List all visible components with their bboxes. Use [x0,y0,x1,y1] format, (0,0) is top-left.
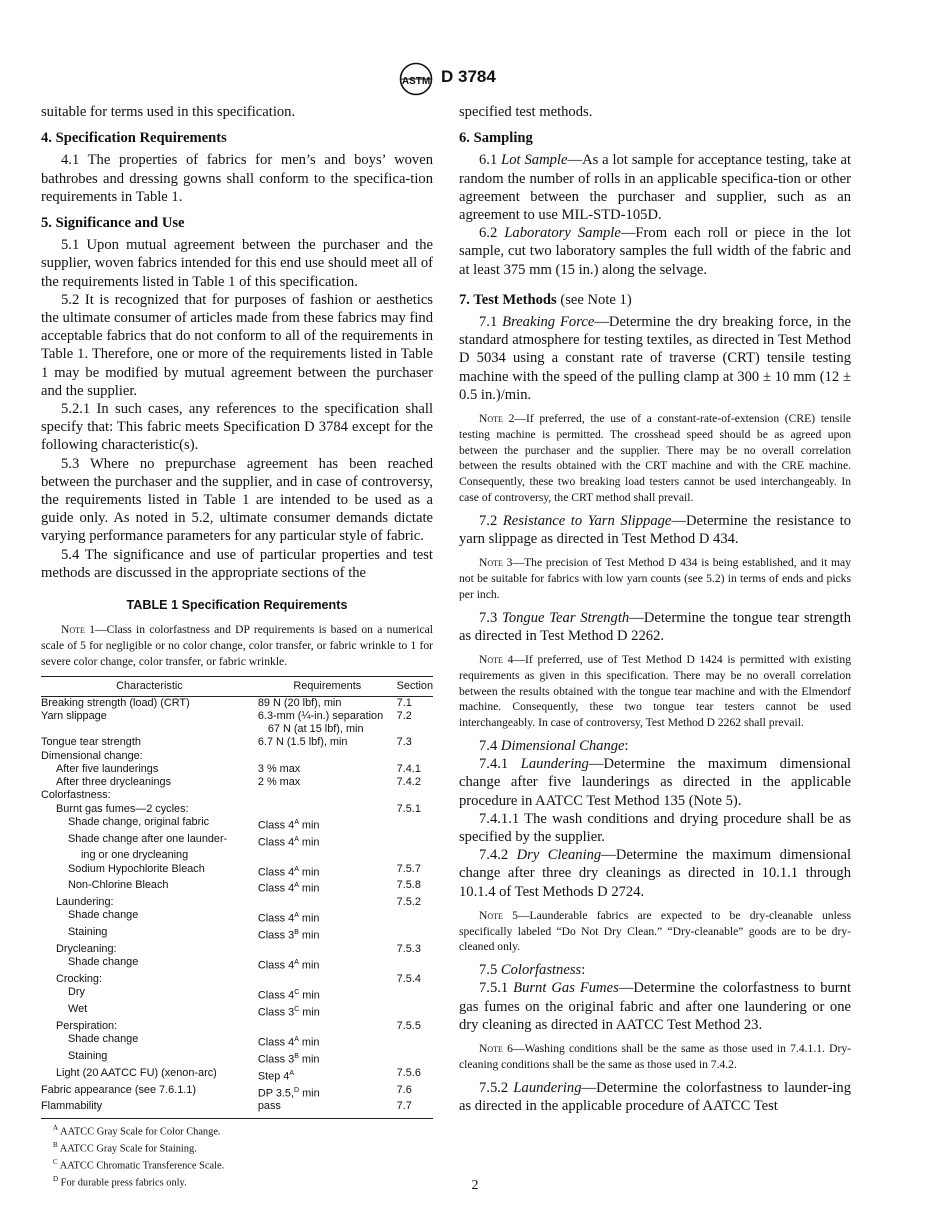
cell-characteristic: Perspiration: [56,1019,118,1032]
cell-section [397,833,433,850]
left-column [41,103,433,1191]
cell-characteristic: Colorfastness: [41,789,111,802]
cell-section: 7.2 [396,710,412,723]
cell-characteristic: Shade change after one launder- [68,832,228,845]
cell-section: 7.1 [396,696,412,709]
cell-requirements: Class $4^A$ min [257,959,320,972]
note-2: Note 2—If preferred, the use of a constant-rate-of-extension (CRE) tensile testing machine is permitted. The crosshead speed should be as agreed upon between the purchaser and the supplier. There may be no overall correlation between the results obtained with the CRT machine and with the CRE machine. Consequently, these two breaking load testers cannot be used interchangeably. In case of controversy, the CRT method shall prevail. [459,412,851,505]
table-row [41,896,433,909]
cell-characteristic: Wet [68,1003,88,1016]
section-7-title: 7. Test Methods (see Note 1) [459,291,632,308]
note-6: Note 6—Washing conditions shall be the same as those used in 7.4.1.1. Dry-cleaning conditions shall be the same as those used in 7.4.2. [459,1042,851,1071]
cell-characteristic: Breaking strength (load) (CRT) [41,696,190,709]
para-5-4: 5.4 The significance and use of particular properties and test methods are discussed in the appropriate sections of the [41,546,433,581]
cell-section: 7.5.7 [396,862,421,875]
cell-requirements: 3 % max [257,762,301,775]
cell-characteristic: Tongue tear strength [41,736,141,749]
cell-characteristic: Yarn slippage [41,710,107,723]
table-row [41,909,433,926]
table-row [41,956,433,973]
cell-requirements [258,849,397,862]
table-row [41,849,433,862]
cell-section [397,986,433,1003]
cell-characteristic: Sodium Hypochlorite Bleach [68,862,205,875]
cell-requirements: 67 N (at 15 lbf), min [267,723,364,736]
cell-characteristic: Non-Chlorine Bleach [68,879,169,892]
table-row [41,943,433,956]
section-6-title: 6. Sampling [459,130,533,147]
table-row [41,1003,433,1020]
table-row [41,1050,433,1067]
para-7-4: 7.4 Dimensional Change: [479,738,629,755]
cell-section [397,1003,433,1020]
table-row [41,863,433,880]
cell-requirements: Class $4^A$ min [257,912,320,926]
cell-section: 7.5.4 [396,973,421,986]
cell-section: 7.4.1 [396,762,421,775]
cell-requirements: Step $4^A$ [257,1069,295,1083]
table-note-label: Note [61,623,85,637]
para-5-1: 5.1 Upon mutual agreement between the purchaser and the supplier, woven fabrics intended for this end use should meet all of the requirements listed in Table 1 of this specification. [41,237,433,290]
cell-section [397,926,433,943]
cell-section: 7.4.2 [396,776,421,789]
para-7-4-1: 7.4.1 Laundering—Determine the maximum dimensional change after five launderings as directed in the applicable procedure in AATCC Test Method 135 (Note 5). [459,756,851,809]
table-row [41,986,433,1003]
cell-characteristic: Laundering: [56,896,114,909]
cell-section: 7.5.1 [396,802,421,815]
cell-characteristic: Staining [68,926,108,939]
cell-characteristic: Drycleaning: [56,943,117,956]
table-row [41,816,433,833]
right-continuation: specified test methods. [459,104,593,120]
cell-requirements [258,789,397,802]
para-7-5: 7.5 Colorfastness: [479,962,586,979]
table-row [41,789,433,802]
cell-characteristic: Staining [68,1050,108,1062]
cell-requirements: 2 % max [257,776,301,789]
para-7-4-1-1: 7.4.1.1 The wash conditions and drying procedure shall be as specified by the supplier. [459,810,851,846]
cell-requirements [258,943,397,956]
para-7-4-2: 7.4.2 Dry Cleaning—Determine the maximum dimensional change after three dry cleanings as directed in 10.1.1 through 10.1.4 of Test Methods D 2724. [459,847,851,900]
note-5: Note 5—Launderable fabrics are expected to be dry-cleanable unless specifically labeled “Do Not Dry Clean.” “Dry-cleanable” goods are to be dry-cleaned only. [459,908,851,954]
cell-requirements: Class $3^B$ min [257,1053,320,1066]
section-5-title: 5. Significance and Use [41,215,185,232]
cell-requirements [258,973,397,986]
table-row [41,763,433,776]
header-section: Section [397,676,433,696]
table-note [41,622,433,669]
cell-section: 7.5.6 [396,1066,421,1079]
cell-requirements: 6.7 N (1.5 lbf), min [257,736,348,749]
cell-characteristic: Fabric appearance (see 7.6.1.1) [41,1083,196,1096]
cell-requirements: Class $4^A$ min [257,1036,320,1049]
cell-requirements [258,1020,397,1033]
table-row [41,926,433,943]
cell-characteristic: Shade change [68,1033,139,1046]
document-number: D 3784 [441,67,496,86]
note-4: Note 4—If preferred, use of Test Method D 1424 is permitted with existing requirements as given in this specification. There may be no overall correlation between the results obtained with the tongue tear machine and with the Elmendorf machine. Consequently, these two tongue tear testers cannot be used interchangeably. In case of controversy, Test Method D 2262 shall prevail. [459,653,851,730]
cell-section [397,816,433,833]
cell-section: 7.6 [396,1083,412,1096]
cell-requirements [258,750,397,763]
cell-requirements: DP 3.5,$^D$ min [257,1086,320,1100]
cell-characteristic: After three drycleanings [56,776,172,789]
cell-section: 7.5.8 [396,879,421,892]
table-row [41,879,433,896]
cell-section [397,849,433,862]
footnote: $^B$ AATCC Gray Scale for Staining. [53,1140,197,1155]
cell-characteristic: Flammability [41,1100,258,1118]
cell-characteristic: Crocking: [56,973,102,986]
table-note-text: 1—Class in colorfastness and DP requirements is based on a numerical scale of 5 for negligible or no color change, color transfer, or fabric wrinkle to 1 for severe color change, color transfer, or fabric wrinkle. [41,623,434,668]
logo-text: ASTM [401,76,431,87]
cell-requirements [258,896,397,909]
cell-requirements [258,803,397,816]
footnote: $^A$ AATCC Gray Scale for Color Change. [53,1123,221,1138]
cell-section: 7.7 [397,1100,433,1118]
para-5-3: 5.3 Where no prepurchase agreement has been reached between the purchaser and the supplier, and in case of controversy, the requirements listed in Table 1 are intended to be used as a guide only. As noted in 5.2, ultimate consumer demands dictate varying performance parameters for any particular style of fabric. [41,455,433,545]
table-row [41,1033,433,1050]
cell-section: 7.3 [396,736,412,749]
cell-characteristic: Shade change [68,956,139,969]
footnote: $^C$ AATCC Chromatic Transference Scale. [53,1158,225,1172]
cell-characteristic: ing or one drycleaning [81,849,189,862]
cell-characteristic: Dimensional change: [41,749,143,762]
cell-section: 7.5.5 [396,1019,421,1032]
table-row [41,710,433,723]
para-7-5-1: 7.5.1 Burnt Gas Fumes—Determine the colorfastness to burnt gas fumes on the original fabric and after one laundering or one dry cleaning as directed in AATCC Test Method 23. [459,980,851,1033]
right-column [459,103,851,1115]
cell-section [397,723,433,736]
cell-characteristic: Light (20 AATCC FU) (xenon-arc) [56,1066,217,1079]
cell-characteristic: Burnt gas fumes—2 cycles: [56,802,189,815]
para-7-1: 7.1 Breaking Force—Determine the dry breaking force, in the standard atmosphere for testing textiles, as directed in Test Method D 5034 using a constant rate of traverse (CRT) tensile testing machine with the speed of the pulling clamp at 300 ± 10 mm (12 ± 0.5 in.)/min. [459,314,852,403]
table-row [41,723,433,736]
header-characteristic: Characteristic [41,676,258,696]
spec-table [41,676,433,1119]
section-4-title: 4. Specification Requirements [41,130,227,147]
table-row [41,750,433,763]
cell-section [397,1033,433,1050]
cell-characteristic: After five launderings [56,762,159,775]
cell-requirements: Class $3^C$ min [257,1006,320,1019]
page-header [0,62,950,98]
cell-section [397,909,433,926]
para-6-1: 6.1 Lot Sample—As a lot sample for acceptance testing, take at random the number of rolls in an applicable specifica-tion or other agreement between the purchaser and supplier, such as an agreement to use MIL-STD-105D. [459,152,851,224]
cell-requirements: Class $4^A$ min [257,882,320,896]
cell-section [397,1050,433,1067]
header-requirements: Requirements [258,676,397,696]
left-continuation: suitable for terms used in this specification. [41,104,296,120]
cell-characteristic: Shade change [68,909,139,922]
para-4-1: 4.1 The properties of fabrics for men’s and boys’ woven bathrobes and dressing gowns shall conform to the specifica-tion requirements in Table 1. [41,152,433,205]
table-row [41,803,433,816]
table-row [41,736,433,749]
table-row [41,1084,433,1101]
table-header-row [41,676,433,696]
cell-characteristic: Shade change, original fabric [68,815,210,828]
para-7-5-2: 7.5.2 Laundering—Determine the colorfastness to launder-ing as directed in the applicable procedure of AATCC Test [459,1079,851,1114]
table-row [41,1067,433,1084]
table-row [41,973,433,986]
para-5-2-1: 5.2.1 In such cases, any references to the specification shall specify that: This fabric meets Specification D 3784 except for the following characteristic(s). [41,401,433,454]
note-3: Note 3—The precision of Test Method D 434 is being established, and it may not be suitable for fabrics with low yarn counts (see 5.2) in terms of ends and picks per inch. [459,556,851,601]
table-row [41,1100,433,1118]
table-caption: TABLE 1 Specification Requirements [126,598,348,613]
table-row [41,833,433,850]
cell-section: 7.5.2 [396,896,421,909]
cell-requirements: 89 N (20 lbf), min [257,696,342,709]
cell-requirements: Class $4^A$ min [257,818,320,832]
cell-requirements: pass [258,1100,397,1118]
cell-characteristic [41,723,258,736]
cell-requirements: Class $4^C$ min [257,989,320,1002]
cell-requirements: 6.3-mm (¼-in.) separation [257,710,384,723]
para-7-3: 7.3 Tongue Tear Strength—Determine the tongue tear strength as directed in Test Method D 2262. [459,609,851,644]
table-row [41,776,433,789]
page-number: 2 [471,1178,479,1193]
cell-requirements: Class $3^B$ min [257,929,320,942]
cell-section [397,750,433,763]
cell-requirements: Class $4^A$ min [257,835,320,849]
cell-characteristic: Dry [68,986,85,999]
astm-logo-icon [397,62,435,96]
cell-section: 7.5.3 [396,943,421,956]
footnote: $^D$ For durable press fabrics only. [53,1175,187,1189]
table-row [41,696,433,710]
cell-section [397,789,433,802]
para-6-2: 6.2 Laboratory Sample—From each roll or piece in the lot sample, cut two laboratory samples the full width of the fabric and at least 375 mm (15 in.) along the selvage. [459,225,851,278]
para-7-2: 7.2 Resistance to Yarn Slippage—Determine the resistance to yarn slippage as directed in Test Method D 434. [459,512,852,548]
cell-section [397,956,433,973]
table-row [41,1020,433,1033]
spec-table-body [41,696,433,1118]
para-5-2: 5.2 It is recognized that for purposes of fashion or aesthetics the ultimate consumer of articles made from these fabrics may find acceptable fabrics that do not conform to all of the requirements in Table 1. Therefore, one or more of the requirements listed in Table 1 may be modified by mutual agreement between the purchaser and the supplier. [41,291,433,399]
cell-requirements: Class $4^A$ min [257,865,320,879]
